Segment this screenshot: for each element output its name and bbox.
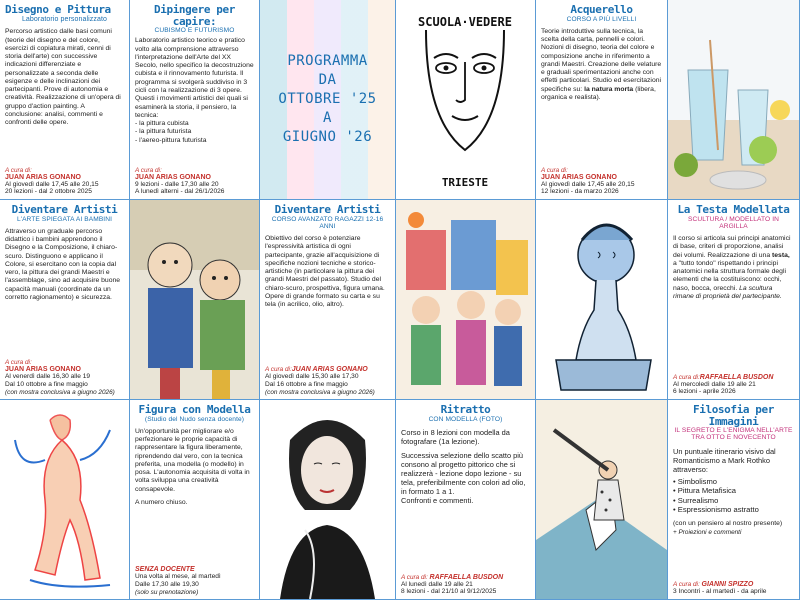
schedule-line: Al giovedì dalle 15,30 alle 17,30: [265, 373, 359, 381]
body-end: (libera, organica e realista).: [541, 85, 656, 102]
body-text: Il corso si articola sui principi anatomici di base, criteri di proporzione, analisi dei volumi. Realizzazione di una: [673, 235, 791, 259]
card-body: Corso in 8 lezioni con modella da fotografare (1a lezione).: [401, 427, 510, 446]
curator-name: JUAN ARIAS GONANO: [5, 366, 81, 374]
schedule-line: A lunedì alterni - dal 26/1/2026: [135, 188, 225, 196]
scuola-logo-card: [396, 0, 536, 200]
card-acquerello: [536, 0, 668, 200]
curator-label: [673, 374, 795, 381]
card-subtitle: (Studio del Nudo senza docente): [144, 415, 245, 423]
curator-label: A cura di:: [5, 359, 32, 367]
curator-name: JUAN ARIAS GONANO: [541, 173, 617, 181]
curator-label: A cura di:: [5, 166, 32, 174]
telescope-woman-image: [536, 400, 668, 600]
card-footer: [401, 571, 531, 596]
card-body: [541, 28, 662, 103]
picasso-children-image: [130, 200, 260, 400]
curator-name: JUAN ARIAS GONANO: [291, 366, 368, 374]
card-ritratto: [396, 400, 536, 600]
portrait-woman-image: [260, 400, 396, 600]
card-footer: [5, 356, 125, 396]
card-subtitle: CORSO A PIÙ LIVELLI: [566, 15, 637, 23]
card-testa: [668, 200, 800, 400]
card-note: (con un pensiero al nostro presente): [673, 519, 783, 527]
schedule-note: (con mostra conclusiva a giugno 2026): [265, 388, 375, 396]
still-life-illustration: [668, 0, 799, 199]
curator-name: RAFFAELLA BUSDON: [699, 373, 774, 381]
card-title: Diventare Artisti: [11, 203, 118, 216]
card-body: [673, 235, 794, 301]
logo-city: TRIESTE: [441, 176, 489, 189]
card-title: La Testa Modellata: [677, 203, 790, 216]
schedule-line: 20 lezioni - dal 2 ottobre 2025: [5, 188, 92, 196]
scuola-logo-image: [396, 0, 535, 199]
card-diventare-bambini: [0, 200, 130, 400]
schedule-line: 8 lezioni - dal 21/10 al 9/12/2025: [401, 588, 497, 596]
card-dipingere: [130, 0, 260, 200]
apollo-bust-image: [536, 200, 668, 400]
curator-label-text: A cura di:: [401, 573, 428, 581]
schedule-note: (solo su prenotazione): [135, 588, 199, 596]
programma-line: PROGRAMMA: [287, 53, 368, 70]
card-body: Confronti e commenti.: [401, 496, 474, 506]
style-list: [673, 477, 794, 515]
programma-line: DA: [318, 72, 337, 89]
card-extra: + Proiezioni e commenti: [673, 528, 742, 536]
card-title: Dipingere per capire:: [154, 3, 235, 28]
card-footer: [673, 371, 795, 396]
body-mid: a "tutto tondo" rispettando i principi anatomici nella struttura formale degli elementi che la costituiscono: occhi, naso, bocca, orecchi.: [673, 259, 786, 292]
curator-name: RAFFAELLA BUSDON: [429, 573, 504, 581]
schedule-line: Al giovedì dalle 17,45 alle 20,15: [5, 180, 99, 188]
card-subtitle: CUBISMO E FUTURISMO: [154, 27, 235, 35]
curator-name: JUAN ARIAS GONANO: [5, 173, 81, 181]
apollo-bust-illustration: [536, 200, 667, 399]
card-footer: [135, 164, 255, 196]
card-body: Obiettivo del corso è potenziare l'espressività artistica di ogni partecipante, grazie all'acquisizione di specifiche nozioni tecniche e storico-artistiche (in particolare la pittura dei grandi Maestri del passato). Studio del chiaro-scuro, prospettiva, figura umana. Opere di grande formato su carta e su tela (in acrilico, olio, altro).: [265, 235, 385, 309]
card-title: Filosofia per Immagini: [693, 403, 774, 428]
list-item: - la pittura cubista: [135, 120, 189, 128]
list-item: • Surrealismo: [673, 496, 794, 505]
list-item: - la pittura futurista: [135, 128, 192, 136]
curator-label: [673, 581, 795, 588]
schedule-line: Dal 10 ottobre a fine maggio: [5, 381, 88, 389]
schedule-note: (con mostra conclusiva a giugno 2026): [5, 388, 115, 396]
schedule-line: Al lunedì dalle 19 alle 21: [401, 580, 473, 588]
schedule-line: Dalle 17,30 alle 19,30: [135, 581, 199, 589]
card-body: Percorso artistico dalle basi comuni (teorie del disegno e del colore, esercizi di copiatura mirati, cenni di storia dell'arte) con successive indicazioni differenziate e personalizzate a seconda delle esigenze e delle inclinazioni dei partecipanti. Prove di autonomia e creatività. Realizzazione di un'opera di gruppo d'action painting. A conclusione: analisi, commenti e confronti delle opere.: [5, 28, 121, 127]
card-body: Laboratorio artistico teorico e pratico volto alla comprensione attraverso l'interpretazione dell'Arte del XX Secolo, nello specifico la decostruzione cubista e il rinnovamento futurista. Il programma si svolgerà suddiviso in 3 cicli con la realizzazione di 3 opere. Questi i movimenti artistici dei quali si esaminerà la storia, il pensiero, la tecnica:: [135, 37, 254, 119]
card-subtitle: Laboratorio personalizzato: [21, 15, 108, 23]
schedule-line: Dal 16 ottobre a fine maggio: [265, 381, 348, 389]
card-subtitle: CORSO AVANZATO RAGAZZI 12-16 ANNI: [271, 215, 384, 230]
schedule-line: Al giovedì dalle 17,45 alle 20,15: [541, 180, 635, 188]
body-text: Teorie introduttive sulla tecnica, la scelta della carta, pennelli e colori. Nozioni di disegno, teoria del colore e composizione anche in riferimento a grandi Maestri. Creazione delle velature e graduali sperimentazioni anche con effetti particolari. Studio ed esercitazioni specifiche su:: [541, 27, 662, 93]
card-disegno: [0, 0, 130, 200]
cubist-painting-illustration: [130, 200, 259, 399]
kids-painting-image: [396, 200, 536, 400]
schedule-line: Al mercoledì dalle 19 alle 21: [673, 380, 756, 388]
telescope-illustration: [536, 400, 667, 599]
schedule-line: 3 Incontri - al martedì - da aprile: [673, 588, 767, 596]
card-subtitle: IL SEGRETO E L'ENIGMA NELL'ARTE TRA OTTO E NOVECENTO: [674, 427, 793, 442]
list-item: • Pittura Metafisica: [673, 486, 794, 495]
card-list: [135, 120, 254, 145]
card-footer: [5, 164, 125, 196]
card-footer: [541, 164, 663, 196]
schedule-line: 6 lezioni - aprile 2026: [673, 388, 736, 396]
curator-name: GIANNI SPIZZO: [701, 581, 754, 589]
card-title: Diventare Artisti: [274, 203, 381, 216]
body-bold: la natura morta: [584, 85, 634, 93]
card-subtitle: L'ARTE SPIEGATA AI BAMBINI: [16, 215, 113, 223]
programma-line: OTTOBRE '25: [278, 91, 377, 108]
card-title: Figura con Modella: [138, 403, 251, 416]
watercolor-still-life-image: [668, 0, 800, 200]
kids-illustration: [396, 200, 535, 399]
portrait-illustration: [260, 400, 395, 599]
body-bold: testa,: [772, 251, 790, 259]
card-subtitle: CON MODELLA (FOTO): [428, 415, 503, 423]
schedule-line: 12 lezioni - da marzo 2026: [541, 188, 619, 196]
card-footer: [265, 363, 391, 396]
programma-line: A: [323, 109, 332, 126]
card-title: Acquerello: [570, 3, 633, 16]
curator-name: SENZA DOCENTE: [135, 566, 195, 574]
curator-label-text: A cura di:: [673, 373, 700, 381]
card-diventare-ragazzi: [260, 200, 396, 400]
programma-text: [278, 52, 376, 146]
curator-label-text: A cura di:: [673, 581, 700, 589]
curator-label: A cura di:: [135, 166, 162, 174]
nude-figure-image: [0, 400, 130, 600]
curator-label: A cura di:: [541, 166, 568, 174]
programma-card: [260, 0, 396, 200]
card-extra: A numero chiuso.: [135, 499, 188, 507]
list-item: • Espressionismo astratto: [673, 505, 794, 514]
nude-sketch-illustration: [0, 400, 129, 599]
card-body: Un'opportunità per migliorare e/o perfezionare le proprie capacità di rappresentare la figura liberamente, riprendendo dal vero, con la tecnica preferita, una modella (o modello) in posa. L'autonomia acquisita di volta in volta sviluppa una creatività consapevole.: [135, 427, 250, 493]
curator-label: [265, 366, 391, 373]
card-body: Attraverso un graduale percorso didattico i bambini apprendono il Disegno e la Composizione, il chiaro-scuro. Distinguono e applicano il Colore, si esercitano con la copia dal vero, la pittura dei grandi Maestri e l'assemblage, sino ad acquisire buone capacità manuali (coordinate da un corretto ragionamento) e sicurezza.: [5, 227, 121, 302]
card-figura: [130, 400, 260, 600]
card-body: Successiva selezione dello scatto più consono al progetto pittorico che si realizzerà - lezione dopo lezione - su tela, preferibilmente con colori ad olio, in formato 1 a 1.: [401, 450, 526, 496]
body-italic: La scultura rimane di proprietà del partecipante.: [673, 284, 782, 301]
schedule-line: Una volta al mese, al martedì: [135, 573, 221, 581]
curator-name: JUAN ARIAS GONANO: [135, 173, 211, 181]
schedule-line: 9 lezioni - dalle 17,30 alle 20: [135, 180, 219, 188]
card-title: Ritratto: [440, 403, 491, 416]
card-footer: [135, 566, 255, 596]
list-item: • Simbolismo: [673, 477, 794, 486]
schedule-line: Al venerdì dalle 16,30 alle 19: [5, 373, 91, 381]
card-title: Disegno e Pittura: [5, 3, 111, 16]
list-item: - l'aereo-pittura futurista: [135, 136, 207, 144]
curator-label: [401, 574, 531, 581]
card-intro: Un puntuale itinerario visivo dal Romanticismo a Mark Rothko attraverso:: [673, 446, 776, 474]
svg-text:SCUOLA·VEDERE: SCUOLA·VEDERE: [418, 15, 512, 29]
card-subtitle: SCULTURA / MODELLATO IN ARGILLA: [688, 215, 779, 230]
programma-line: GIUGNO '26: [282, 128, 373, 145]
curator-label-text: A cura di:: [265, 366, 292, 374]
card-footer: [673, 578, 795, 596]
card-filosofia: [668, 400, 800, 600]
